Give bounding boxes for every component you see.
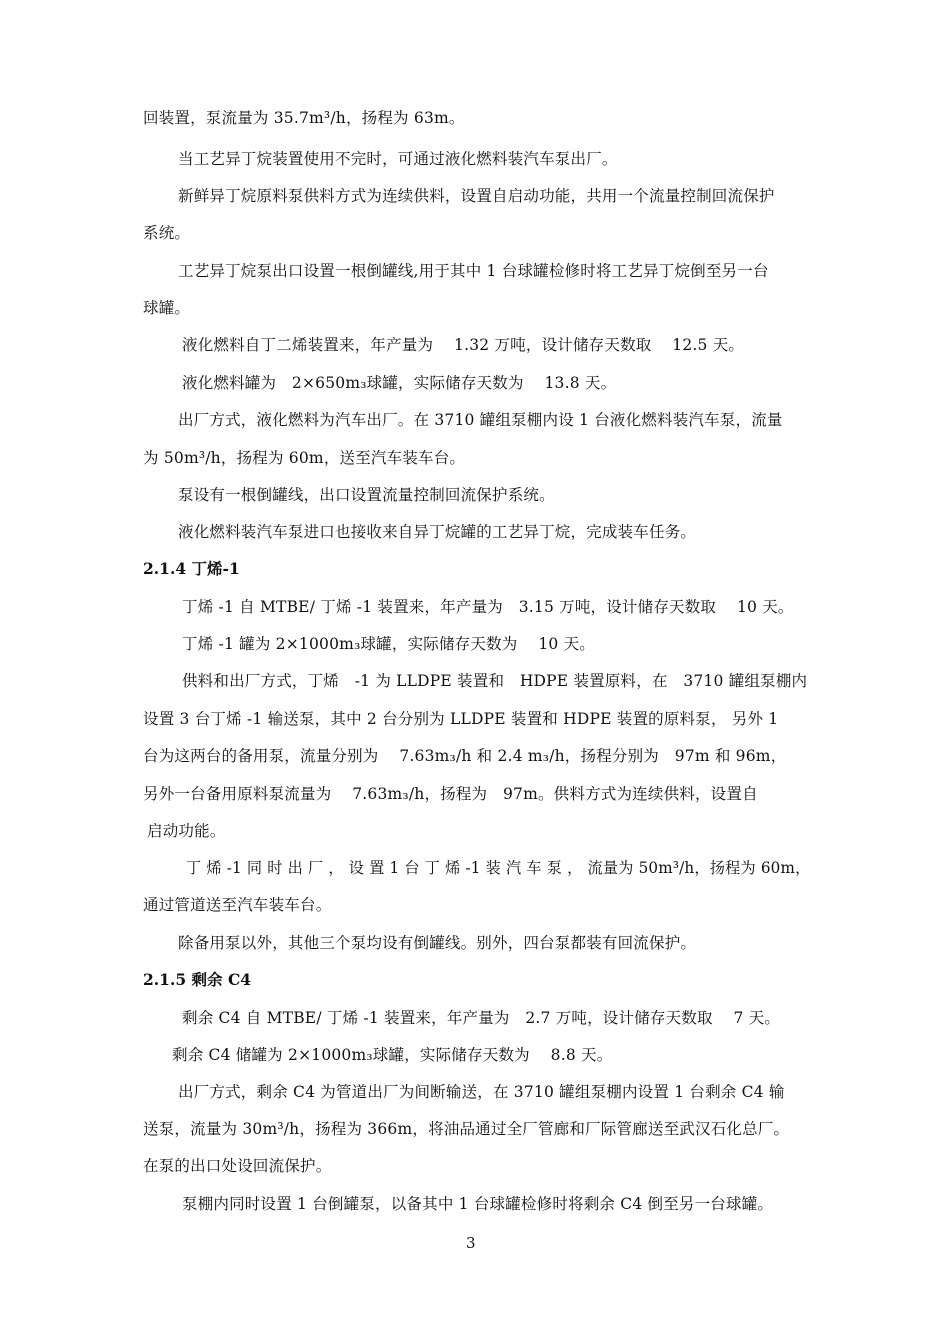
text-line: 工艺异丁烷泵出口设置一根倒罐线,用于其中 1 台球罐检修时将工艺异丁烷倒至另一台 bbox=[178, 262, 769, 280]
text-line: 出厂方式，液化燃料为汽车出厂。在 3710 罐组泵棚内设 1 台液化燃料装汽车泵，流量 bbox=[178, 411, 783, 429]
text-line: 泵设有一根倒罐线，出口设置流量控制回流保护系统。 bbox=[178, 486, 555, 504]
text-line: 除备用泵以外，其他三个泵均设有倒罐线。别外，四台泵都装有回流保护。 bbox=[178, 934, 697, 952]
text-line: 通过管道送至汽车装车台。 bbox=[143, 896, 332, 914]
text-line: 丁 烯 -1 同 时 出 厂 ， 设 置 1 台 丁 烯 -1 装 汽 车 泵 ， 流量为 50m³/h，扬程为 60m， bbox=[186, 859, 811, 877]
text-line: 回装置，泵流量为 35.7m³/h，扬程为 63m。 bbox=[143, 109, 465, 127]
text-line: 台为这两台的备用泵，流量分别为 7.63m₃/h 和 2.4 m₃/h，扬程分别为 97m 和 96m， bbox=[143, 747, 787, 765]
text-line: 当工艺异丁烷装置使用不完时，可通过液化燃料装汽车泵出厂。 bbox=[178, 150, 618, 168]
text-line: 液化燃料自丁二烯装置来，年产量为 1.32 万吨，设计储存天数取 12.5 天。 bbox=[182, 336, 745, 354]
section-heading: 2.1.4 丁烯-1 bbox=[143, 559, 240, 578]
text-line: 启动功能。 bbox=[147, 822, 226, 840]
text-line: 泵棚内同时设置 1 台倒罐泵，以备其中 1 台球罐检修时将剩余 C4 倒至另一台球罐。 bbox=[182, 1195, 774, 1213]
text-line: 供料和出厂方式，丁烯 -1 为 LLDPE 装置和 HDPE 装置原料，在 3710 罐组泵棚内 bbox=[182, 672, 808, 690]
text-line: 在泵的出口处设回流保护。 bbox=[143, 1157, 332, 1175]
text-line: 剩余 C4 储罐为 2×1000m₃球罐，实际储存天数为 8.8 天。 bbox=[172, 1046, 613, 1064]
text-line: 新鲜异丁烷原料泵供料方式为连续供料，设置自启动功能，共用一个流量控制回流保护 bbox=[178, 187, 775, 205]
text-line: 送泵，流量为 30m³/h，扬程为 366m，将油品通过全厂管廊和厂际管廊送至武汉石化总厂。 bbox=[143, 1120, 790, 1138]
text-line: 设置 3 台丁烯 -1 输送泵，其中 2 台分别为 LLDPE 装置和 HDPE 装置的原料泵， 另外 1 bbox=[143, 710, 779, 728]
text-line: 球罐。 bbox=[143, 299, 191, 317]
section-heading: 2.1.5 剩余 C4 bbox=[143, 970, 252, 989]
text-line: 另外一台备用原料泵流量为 7.63m₃/h，扬程为 97m。供料方式为连续供料，设置自 bbox=[143, 785, 758, 803]
text-line: 出厂方式，剩余 C4 为管道出厂为间断输送，在 3710 罐组泵棚内设置 1 台剩余 C4 输 bbox=[178, 1083, 785, 1101]
text-line: 为 50m³/h，扬程为 60m，送至汽车装车台。 bbox=[143, 449, 466, 467]
page-number: 3 bbox=[466, 1234, 476, 1252]
text-line: 丁烯 -1 罐为 2×1000m₃球罐，实际储存天数为 10 天。 bbox=[182, 635, 595, 653]
text-line: 剩余 C4 自 MTBE/ 丁烯 -1 装置来，年产量为 2.7 万吨，设计储存天数取 7 天。 bbox=[182, 1009, 781, 1027]
text-line: 系统。 bbox=[143, 224, 191, 242]
text-line: 液化燃料装汽车泵进口也接收来自异丁烷罐的工艺异丁烷，完成装车任务。 bbox=[178, 523, 697, 541]
text-line: 液化燃料罐为 2×650m₃球罐，实际储存天数为 13.8 天。 bbox=[182, 374, 617, 392]
text-line: 丁烯 -1 自 MTBE/ 丁烯 -1 装置来，年产量为 3.15 万吨，设计储存天数取 10 天。 bbox=[182, 598, 794, 616]
